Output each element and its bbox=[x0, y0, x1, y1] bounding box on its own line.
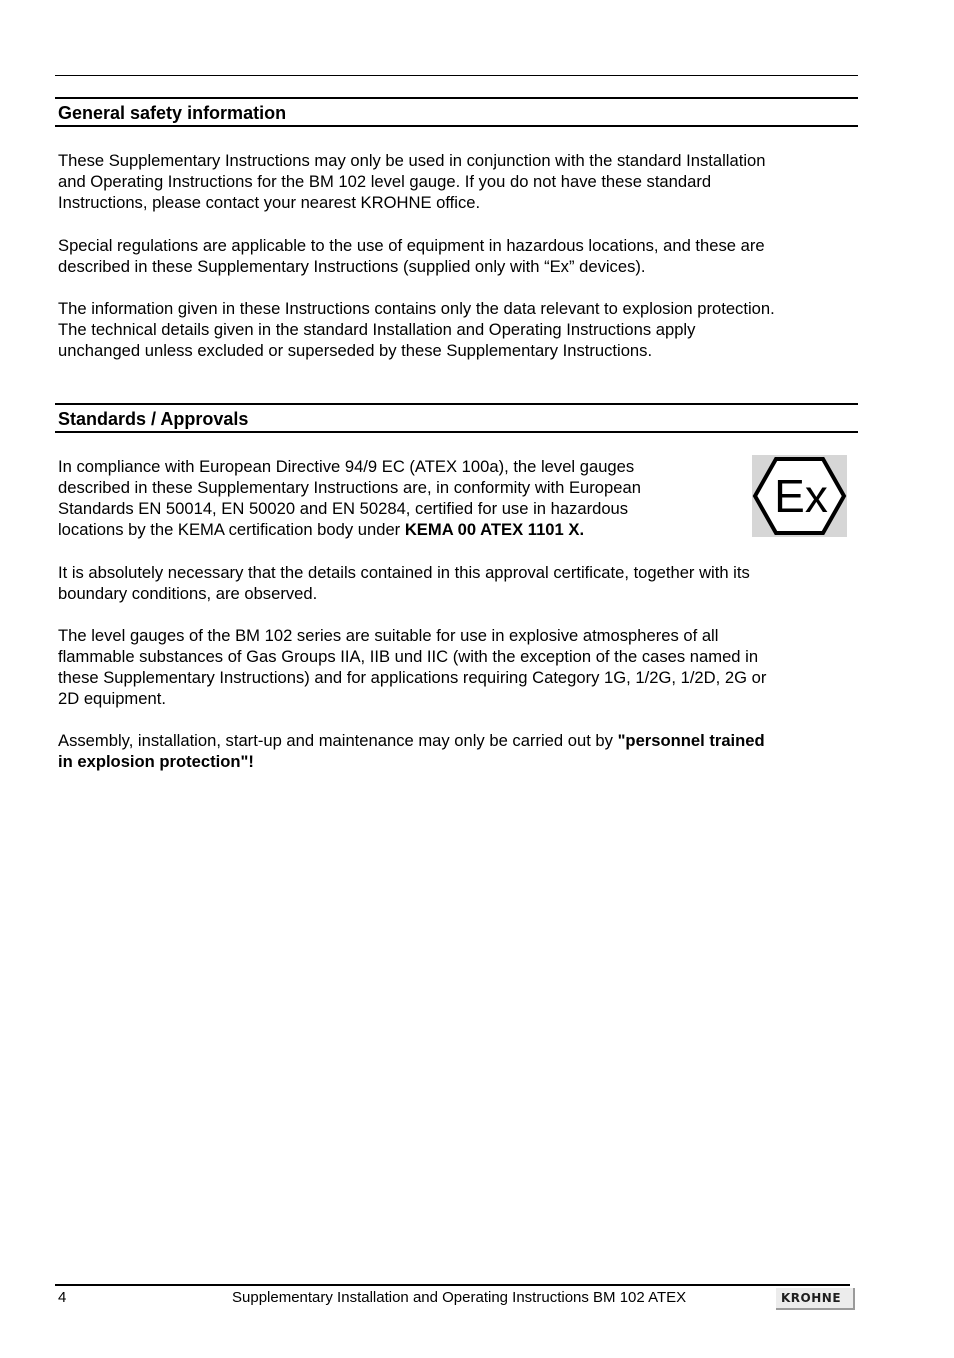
text-line: Instructions, please contact your nearest KROHNE office. bbox=[58, 193, 481, 213]
top-rule bbox=[55, 75, 858, 76]
text-line: flammable substances of Gas Groups IIA, IIB und IIC (with the exception of the cases named in bbox=[58, 647, 759, 667]
footer-rule bbox=[55, 1284, 850, 1286]
logo-text: KROHNE bbox=[781, 1291, 842, 1305]
page-number: 4 bbox=[58, 1289, 67, 1306]
text-line: It is absolutely necessary that the details contained in this approval certificate, together with its bbox=[58, 563, 750, 582]
text-line: boundary conditions, are observed. bbox=[58, 584, 318, 604]
text-line: Special regulations are applicable to the use of equipment in hazardous locations, and these are bbox=[58, 236, 765, 255]
text-line: Standards EN 50014, EN 50020 and EN 50284, certified for use in hazardous bbox=[58, 499, 629, 519]
section-heading-bar bbox=[55, 97, 858, 127]
standards-paragraph-1 bbox=[58, 456, 641, 540]
safety-paragraph-1 bbox=[58, 150, 765, 213]
emphasis-text: "personnel trained bbox=[617, 731, 765, 750]
footer-title: Supplementary Installation and Operating Instructions BM 102 ATEX bbox=[232, 1289, 687, 1306]
text-line: described in these Supplementary Instructions are, in conformity with European bbox=[58, 478, 641, 498]
section-heading-bar bbox=[55, 403, 858, 433]
standards-paragraph-3 bbox=[58, 625, 766, 709]
text-line: These Supplementary Instructions may only be used in conjunction with the standard Installation bbox=[58, 151, 766, 170]
text-line: The level gauges of the BM 102 series are suitable for use in explosive atmospheres of all bbox=[58, 626, 719, 645]
text-line: Assembly, installation, start-up and maintenance may only be carried out by bbox=[58, 731, 618, 750]
ex-hexagon-icon bbox=[752, 455, 847, 537]
text-line: described in these Supplementary Instructions (supplied only with “Ex” devices). bbox=[58, 257, 646, 277]
krohne-logo bbox=[776, 1288, 855, 1310]
section-heading-safety: General safety information bbox=[58, 103, 287, 123]
standards-paragraph-2 bbox=[58, 562, 750, 604]
text-line: In compliance with European Directive 94/9 EC (ATEX 100a), the level gauges bbox=[58, 457, 635, 476]
safety-paragraph-3 bbox=[58, 298, 775, 361]
text-line: these Supplementary Instructions) and for applications requiring Category 1G, 1/2G, 1/2D, 2G or bbox=[58, 668, 767, 688]
standards-paragraph-4 bbox=[58, 730, 765, 772]
section-heading-standards: Standards / Approvals bbox=[58, 409, 249, 429]
text-line: The information given in these Instructions contains only the data relevant to explosion protection. bbox=[58, 299, 775, 318]
certificate-number: KEMA 00 ATEX 1101 X. bbox=[404, 520, 585, 540]
safety-paragraph-2 bbox=[58, 235, 765, 277]
ex-mark-text: Ex bbox=[774, 470, 828, 522]
text-line: locations by the KEMA certification body under bbox=[58, 520, 405, 540]
text-line: The technical details given in the standard Installation and Operating Instructions apply bbox=[58, 320, 696, 340]
text-line: and Operating Instructions for the BM 102 level gauge. If you do not have these standard bbox=[58, 172, 712, 192]
text-line: 2D equipment. bbox=[58, 689, 166, 709]
emphasis-text: in explosion protection"! bbox=[58, 752, 254, 772]
text-line: unchanged unless excluded or superseded by these Supplementary Instructions. bbox=[58, 341, 653, 361]
